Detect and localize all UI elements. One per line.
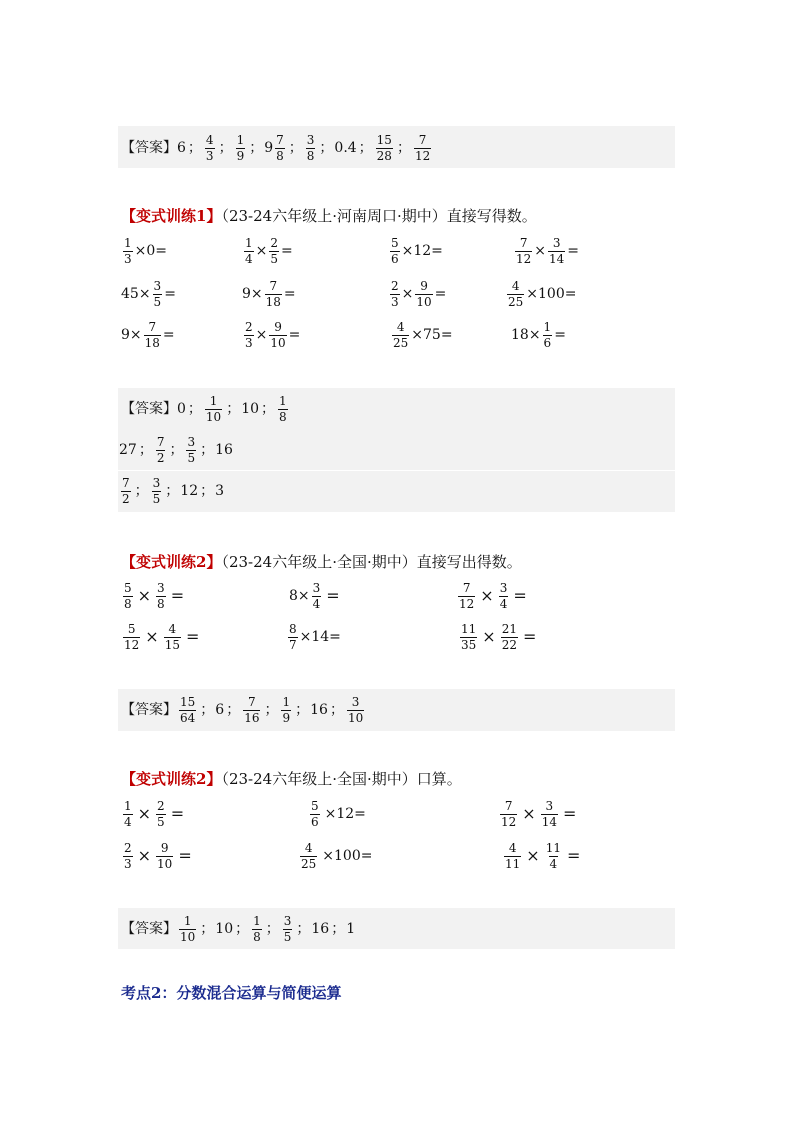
divider [118, 470, 675, 471]
numerator: 1 [124, 798, 132, 813]
answer-line [119, 435, 233, 465]
problem [286, 621, 341, 653]
text-fragment: × [137, 804, 152, 823]
text-fragment: = [185, 627, 200, 646]
numerator: 3 [545, 798, 554, 813]
problem [121, 621, 202, 653]
numerator: 3 [312, 580, 321, 595]
denominator: 9 [282, 710, 291, 725]
exercise-3-title [121, 768, 462, 789]
numerator: 9 [274, 319, 282, 334]
denominator: 9 [236, 148, 245, 163]
numerator: 2 [124, 840, 132, 855]
text-fragment: × [480, 586, 494, 605]
separator: ； [296, 921, 311, 937]
text-fragment: ×14= [299, 629, 341, 645]
denominator: 10 [416, 294, 432, 309]
fraction [504, 842, 521, 870]
fraction [123, 842, 133, 870]
text-fragment: ×100= [322, 848, 373, 864]
denominator: 16 [244, 710, 260, 725]
text-fragment: = [164, 286, 176, 302]
text-fragment: × [145, 627, 159, 646]
separator: ； [187, 401, 202, 417]
denominator: 25 [301, 856, 317, 871]
problem [121, 798, 187, 830]
text-fragment: 45× [121, 286, 151, 302]
numerator: 2 [245, 319, 253, 334]
denominator: 2 [156, 450, 165, 465]
separator: ； [169, 442, 184, 458]
denominator: 4 [312, 596, 321, 611]
text-fragment: 9× [242, 286, 263, 302]
text-fragment: = [178, 846, 192, 865]
numerator: 2 [157, 798, 165, 813]
denominator: 10 [270, 335, 286, 350]
fraction [390, 237, 400, 265]
fraction [500, 800, 517, 828]
text-fragment: = [434, 286, 447, 302]
problem [298, 840, 372, 872]
numerator: 4 [168, 621, 177, 636]
fraction [156, 582, 166, 610]
numerator: 11 [545, 840, 561, 855]
text-fragment: = [326, 586, 340, 605]
text-fragment: × [137, 586, 152, 605]
text-fragment: ×0= [134, 243, 168, 259]
problem [242, 320, 300, 350]
text-fragment: × [526, 846, 540, 865]
denominator: 6 [311, 814, 319, 829]
numerator: 3 [306, 132, 315, 147]
numerator: 5 [127, 621, 136, 636]
denominator: 35 [461, 637, 477, 652]
problem [121, 279, 176, 309]
denominator: 10 [180, 929, 196, 944]
fraction [123, 237, 133, 265]
separator: ； [187, 140, 202, 156]
problem [121, 840, 195, 872]
fraction [460, 623, 477, 651]
fraction [376, 134, 393, 162]
text-fragment: 1 [346, 921, 356, 937]
text-fragment: = [513, 586, 527, 605]
problem [121, 320, 175, 350]
denominator: 4 [245, 251, 253, 266]
numerator: 21 [501, 621, 517, 636]
separator: ； [358, 140, 373, 156]
denominator: 15 [164, 637, 180, 652]
numerator: 3 [187, 434, 196, 449]
text-fragment: 0 [177, 401, 186, 417]
numerator: 5 [391, 235, 399, 250]
numerator: 7 [276, 132, 284, 147]
separator: ； [165, 483, 180, 499]
text-fragment: = [566, 846, 581, 865]
numerator: 3 [351, 694, 360, 709]
denominator: 12 [414, 148, 431, 163]
separator: ； [218, 140, 233, 156]
section-heading: 考点2：分数混合运算与简便运算 [121, 984, 342, 1002]
answer-line [121, 695, 366, 725]
denominator: 4 [499, 596, 508, 611]
text-fragment: 27 [119, 442, 137, 458]
separator: ； [265, 921, 280, 937]
denominator: 6 [543, 335, 552, 350]
problem [242, 279, 296, 309]
numerator: 5 [124, 580, 132, 595]
denominator: 8 [124, 596, 132, 611]
text-fragment: ×75= [411, 327, 453, 343]
separator: ； [288, 140, 303, 156]
answer-label: 【答案】 [121, 140, 177, 156]
separator: ； [295, 702, 310, 718]
separator: ； [200, 702, 215, 718]
exercise-title-text: （23-24六年级上·河南周口·期中）直接写得数。 [221, 207, 537, 225]
denominator: 4 [549, 856, 558, 871]
numerator: 15 [376, 132, 392, 147]
text-fragment: 6 [215, 702, 225, 718]
denominator: 3 [124, 251, 132, 266]
fraction [548, 237, 565, 265]
problem [456, 580, 530, 612]
fraction [244, 321, 254, 349]
fraction [306, 134, 316, 162]
numerator: 1 [183, 913, 192, 928]
fraction [415, 280, 432, 308]
numerator: 4 [304, 840, 313, 855]
problem [502, 840, 583, 872]
fraction [153, 280, 163, 308]
exercise-tag: 【变式训练2】 [121, 553, 222, 571]
numerator: 1 [124, 235, 132, 250]
separator: ； [200, 442, 215, 458]
denominator: 8 [306, 148, 315, 163]
numerator: 4 [205, 132, 214, 147]
fraction [507, 280, 524, 308]
answer-value: 0.4 [334, 140, 357, 156]
fraction [123, 623, 140, 651]
denominator: 6 [391, 251, 399, 266]
numerator: 7 [504, 798, 513, 813]
separator: ； [264, 702, 279, 718]
numerator: 4 [396, 319, 405, 334]
denominator: 8 [157, 596, 165, 611]
text-fragment: × [255, 243, 268, 259]
problem [511, 320, 566, 350]
denominator: 18 [265, 294, 281, 309]
problem [388, 236, 443, 266]
text-fragment: × [522, 804, 536, 823]
numerator: 8 [289, 621, 297, 636]
separator: ； [226, 401, 241, 417]
problem [289, 580, 343, 612]
problem [390, 320, 453, 350]
text-fragment: 18× [511, 327, 541, 343]
text-fragment: = [562, 804, 577, 823]
exercise-title-text: （23-24六年级上·全国·期中）直接写出得数。 [221, 553, 522, 571]
text-fragment: × [255, 327, 268, 343]
fraction [186, 436, 196, 464]
text-fragment: 3 [215, 483, 225, 499]
denominator: 8 [279, 409, 287, 424]
denominator: 12 [501, 814, 517, 829]
text-fragment: × [534, 243, 547, 259]
text-fragment: = [170, 804, 185, 823]
numerator: 3 [157, 580, 165, 595]
denominator: 5 [153, 294, 162, 309]
text-fragment: 【答案】 [121, 401, 177, 417]
text-fragment: = [567, 243, 580, 259]
numerator: 7 [462, 580, 471, 595]
fraction [252, 915, 262, 943]
answer-line [121, 394, 290, 424]
fraction [281, 696, 291, 724]
denominator: 18 [144, 335, 160, 350]
text-fragment: 8× [289, 588, 310, 604]
text-fragment: 9× [121, 327, 142, 343]
text-fragment: = [288, 327, 301, 343]
fraction [205, 134, 215, 162]
fraction [265, 280, 282, 308]
fraction [152, 477, 162, 505]
numerator: 5 [311, 798, 319, 813]
denominator: 3 [245, 335, 253, 350]
numerator: 1 [236, 132, 245, 147]
separator: ； [138, 442, 153, 458]
separator: ； [134, 483, 149, 499]
text-fragment: 【答案】 [121, 702, 177, 718]
fraction [156, 800, 166, 828]
fraction [243, 696, 260, 724]
fraction [392, 321, 409, 349]
fraction [543, 321, 553, 349]
fraction [347, 696, 364, 724]
text-fragment: × [401, 286, 414, 302]
numerator: 4 [511, 278, 520, 293]
text-fragment: ×12= [401, 243, 443, 259]
text-fragment: ×12= [324, 806, 366, 822]
fraction [164, 623, 181, 651]
fraction [275, 134, 285, 162]
problem [388, 279, 446, 309]
numerator: 1 [282, 694, 291, 709]
denominator: 2 [122, 491, 130, 506]
text-fragment: ×100= [526, 286, 577, 302]
fraction [179, 915, 196, 943]
separator: ； [261, 401, 276, 417]
separator: ； [226, 702, 241, 718]
fraction [283, 915, 293, 943]
fraction [545, 842, 562, 870]
denominator: 12 [516, 251, 532, 266]
fraction [244, 237, 254, 265]
fraction [123, 582, 133, 610]
denominator: 8 [253, 929, 261, 944]
text-fragment: 16 [311, 921, 330, 937]
separator: ； [200, 483, 215, 499]
denominator: 8 [276, 148, 284, 163]
fraction [458, 582, 475, 610]
fraction [144, 321, 161, 349]
text-fragment: 16 [215, 442, 233, 458]
denominator: 3 [124, 856, 132, 871]
denominator: 25 [508, 294, 524, 309]
numerator: 7 [519, 235, 528, 250]
fraction [156, 436, 166, 464]
denominator: 4 [124, 814, 132, 829]
numerator: 7 [122, 475, 130, 490]
numerator: 9 [160, 840, 169, 855]
numerator: 7 [248, 694, 256, 709]
numerator: 1 [279, 393, 287, 408]
numerator: 1 [543, 319, 552, 334]
fraction [123, 800, 133, 828]
answer-line [119, 476, 224, 506]
denominator: 14 [549, 251, 565, 266]
numerator: 2 [391, 278, 399, 293]
separator: ； [235, 921, 250, 937]
fraction [515, 237, 532, 265]
text-fragment: × [482, 627, 496, 646]
problem [513, 236, 579, 266]
numerator: 1 [245, 235, 253, 250]
numerator: 2 [270, 235, 279, 250]
fraction [300, 842, 317, 870]
numerator: 15 [180, 694, 196, 709]
exercise-1-title [121, 205, 537, 226]
answer-1 [121, 133, 433, 163]
denominator: 64 [180, 710, 196, 725]
exercise-title-text: （23-24六年级上·全国·期中）口算。 [221, 770, 462, 788]
fraction [278, 395, 288, 423]
numerator: 1 [209, 393, 218, 408]
denominator: 3 [391, 294, 399, 309]
fraction [312, 582, 322, 610]
fraction [269, 237, 279, 265]
fraction [390, 280, 400, 308]
fraction [156, 842, 173, 870]
exercise-tag: 【变式训练2】 [121, 770, 222, 788]
numerator: 3 [152, 475, 161, 490]
numerator: 7 [148, 319, 157, 334]
text-fragment: = [283, 286, 296, 302]
fraction [179, 696, 196, 724]
fraction [236, 134, 246, 162]
problem [498, 798, 579, 830]
denominator: 12 [124, 637, 140, 652]
fraction [288, 623, 298, 651]
numerator: 3 [283, 913, 292, 928]
text-fragment: 10 [241, 401, 260, 417]
text-fragment: = [554, 327, 566, 343]
exercise-tag: 【变式训练1】 [121, 207, 222, 225]
numerator: 9 [420, 278, 428, 293]
numerator: 3 [153, 278, 162, 293]
fraction [541, 800, 558, 828]
text-fragment: 12 [180, 483, 199, 499]
denominator: 5 [157, 814, 165, 829]
text-fragment: 16 [310, 702, 328, 718]
denominator: 10 [347, 710, 364, 725]
separator: ； [319, 140, 334, 156]
numerator: 3 [499, 580, 508, 595]
separator: ； [331, 921, 346, 937]
denominator: 11 [505, 856, 521, 871]
numerator: 7 [156, 434, 165, 449]
fraction [205, 395, 222, 423]
fraction [499, 582, 509, 610]
text-fragment: × [137, 846, 152, 865]
problem [121, 580, 187, 612]
text-fragment: 【答案】 [121, 921, 177, 937]
mixed-whole: 9 [264, 140, 274, 156]
problem [121, 236, 167, 266]
denominator: 3 [205, 148, 214, 163]
denominator: 25 [393, 335, 409, 350]
denominator: 10 [157, 856, 173, 871]
problem [458, 621, 539, 653]
denominator: 28 [376, 148, 392, 163]
exercise-2-title [121, 551, 522, 572]
answer-value: 6 [177, 140, 186, 156]
denominator: 10 [205, 409, 222, 424]
problem [505, 279, 576, 309]
numerator: 7 [269, 278, 278, 293]
separator: ； [200, 921, 215, 937]
text-fragment: = [522, 627, 537, 646]
denominator: 22 [501, 637, 517, 652]
fraction [414, 134, 431, 162]
fraction [121, 477, 131, 505]
denominator: 5 [283, 929, 292, 944]
denominator: 5 [152, 491, 161, 506]
fraction [310, 800, 320, 828]
fraction [269, 321, 286, 349]
separator: ； [329, 702, 344, 718]
denominator: 5 [187, 450, 196, 465]
text-fragment: = [162, 327, 175, 343]
problem [242, 236, 293, 266]
denominator: 14 [541, 814, 557, 829]
numerator: 1 [253, 913, 261, 928]
text-fragment: = [170, 586, 185, 605]
numerator: 11 [461, 621, 477, 636]
numerator: 3 [552, 235, 561, 250]
problem [308, 798, 366, 830]
denominator: 5 [270, 251, 279, 266]
denominator: 7 [289, 637, 297, 652]
text-fragment: 10 [215, 921, 234, 937]
denominator: 12 [459, 596, 475, 611]
numerator: 4 [508, 840, 517, 855]
fraction [501, 623, 518, 651]
text-fragment: = [281, 243, 293, 259]
answer-line [121, 914, 355, 944]
separator: ； [396, 140, 411, 156]
separator: ； [249, 140, 264, 156]
numerator: 7 [418, 132, 427, 147]
